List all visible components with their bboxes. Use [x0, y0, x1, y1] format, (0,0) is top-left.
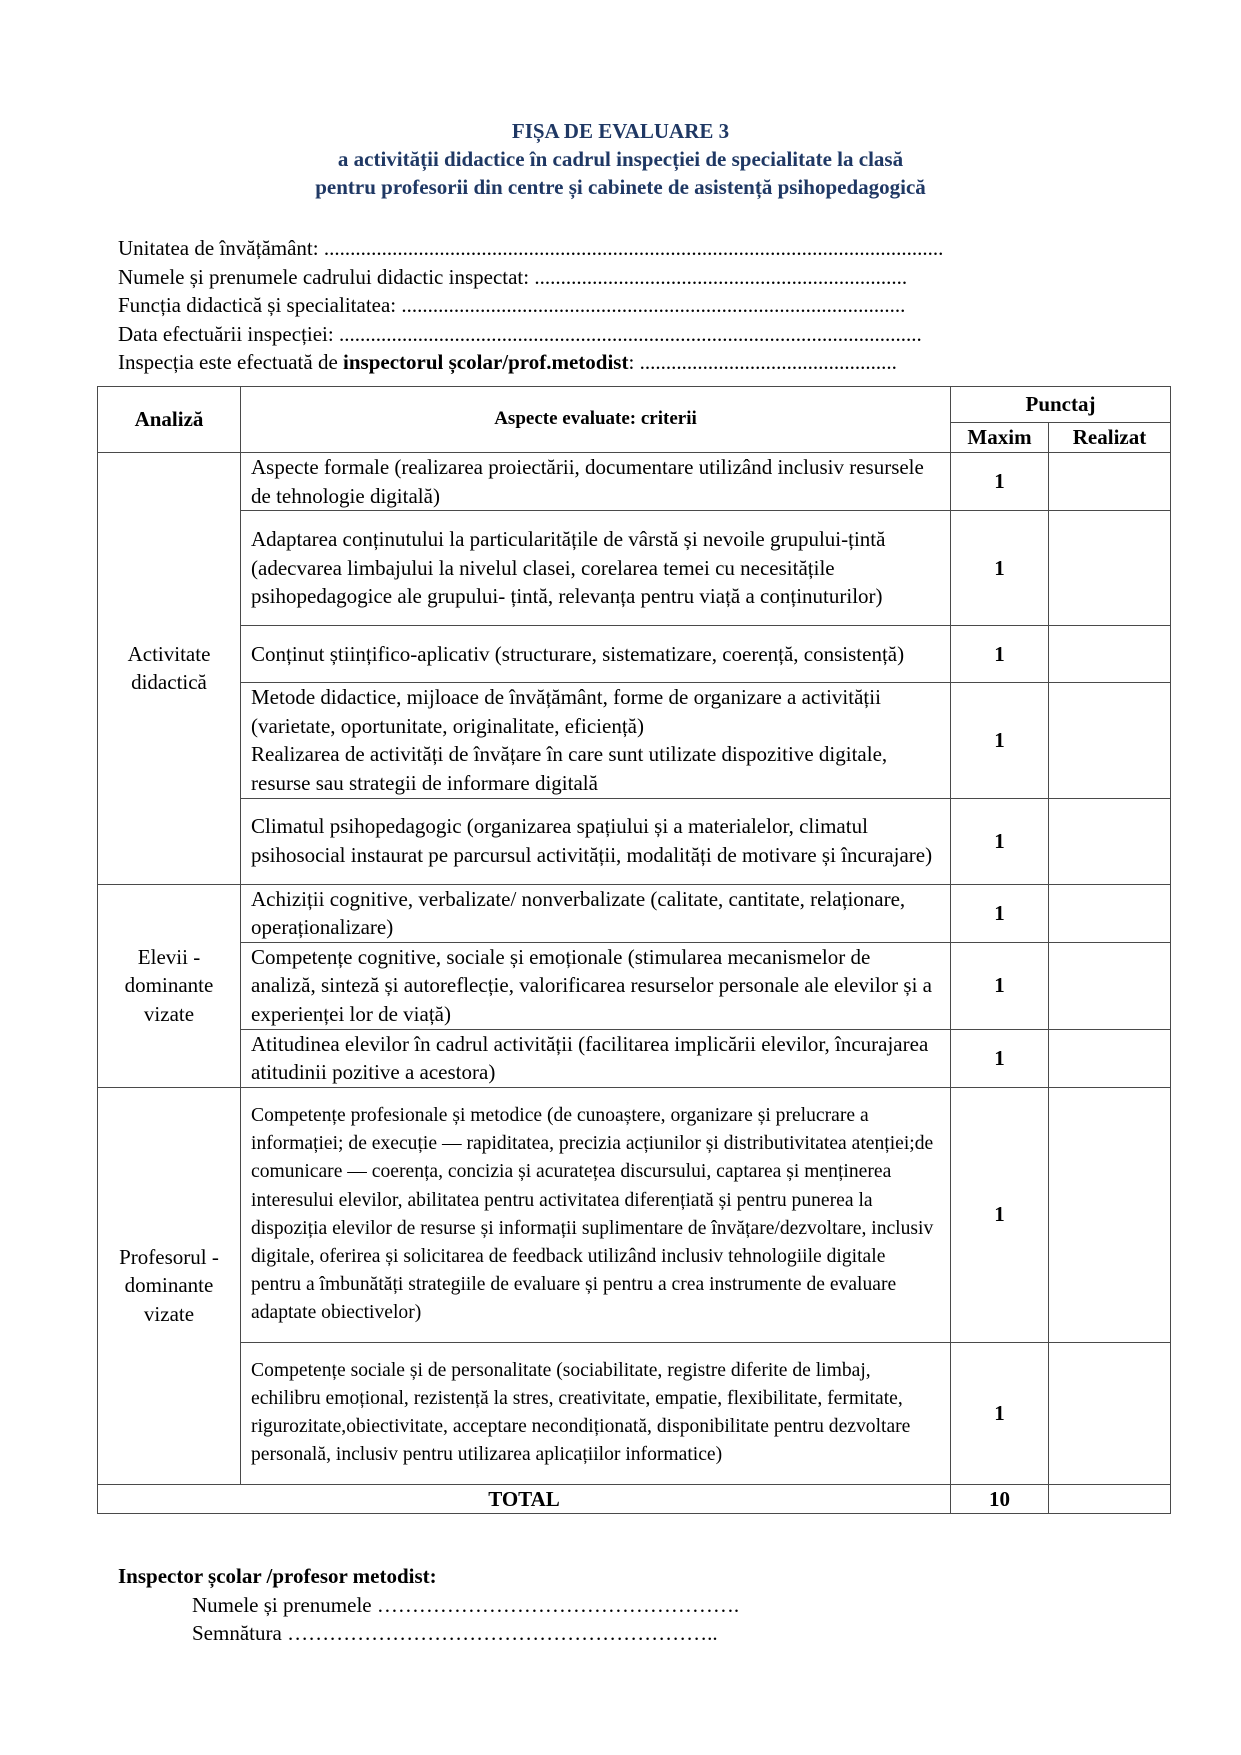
field-functia[interactable]: [118, 291, 1068, 320]
achieved-score-input[interactable]: [1049, 683, 1171, 798]
table-row: [98, 1029, 1171, 1087]
evaluation-table: [97, 386, 1171, 1514]
field-blank[interactable]: .......................................................................: [534, 264, 908, 289]
table-row: [98, 1342, 1171, 1484]
field-label: Funcția didactică și specialitatea:: [118, 293, 402, 317]
criterion-text: Adaptarea conținutului la particularitățile de vârstă și nevoile grupului-țintă (adecvarea limbajului la nivelul clasei, corelarea temei cu necesitățile psihopedagogice ale grupului- țintă, relevanța pentru viață a conținuturilor): [241, 511, 951, 626]
group-label-elevii: Elevii - dominante vizate: [98, 884, 241, 1087]
field-label: Numele și prenumele cadrului didactic inspectat:: [118, 264, 535, 289]
criterion-text-part-1: Metode didactice, mijloace de învățământ, forme de organizare a activității (varietate, oportunitate, originalitate, eficiență): [251, 685, 881, 738]
total-max-score: 10: [951, 1484, 1049, 1514]
criterion-text: [241, 683, 951, 798]
total-achieved-score-input[interactable]: [1049, 1484, 1171, 1514]
max-score: 1: [951, 511, 1049, 626]
max-score: 1: [951, 942, 1049, 1029]
max-score: 1: [951, 683, 1049, 798]
table-row: [98, 683, 1171, 798]
document-title: FIȘA DE EVALUARE 3: [511, 119, 730, 143]
header-analiza: Analiză: [98, 387, 241, 453]
field-blank[interactable]: ……………………………………………………..: [287, 1621, 718, 1645]
signature-block: [118, 1562, 739, 1648]
max-score: 1: [951, 1029, 1049, 1087]
criterion-text: Competențe cognitive, sociale și emoționale (stimularea mecanismelor de analiză, sinteză și autoreflecție, valorificarea resurselor personale ale elevilor și a experienței lor de viață): [241, 942, 951, 1029]
table-row: [98, 511, 1171, 626]
header-maxim: Maxim: [951, 423, 1049, 453]
signature-name-field[interactable]: [118, 1591, 739, 1620]
criterion-text: Competențe profesionale și metodice (de cunoaștere, organizare și prelucrare a informației; de execuție — rapiditatea, precizia acțiunilor și distributivitatea atenției;de comunicare — coerența, concizia și acuratețea discursului, captarea și menținerea interesului elevilor, abilitatea pentru activitatea diferențiată și pentru punerea la dispoziția elevilor de resurse și informații suplimentare de învățare/dezvoltare, inclusiv digitale, oferirea și solicitarea de feedback utilizând inclusiv tehnologiile digitale pentru a îmbunătăți strategiile de evaluare și pentru a crea instrumente de evaluare adaptate obiectivelor): [241, 1087, 951, 1342]
total-row: [98, 1484, 1171, 1514]
group-label-profesorul: Profesorul - dominante vizate: [98, 1087, 241, 1484]
table-row: [98, 453, 1171, 511]
achieved-score-input[interactable]: [1049, 626, 1171, 683]
field-unitatea[interactable]: [118, 234, 1068, 263]
field-label-bold: inspectorul școlar/prof.metodist: [343, 350, 629, 374]
achieved-score-input[interactable]: [1049, 453, 1171, 511]
document-title-block: [0, 117, 1241, 201]
max-score: 1: [951, 453, 1049, 511]
criterion-text-part-2: Realizarea de activități de învățare în care sunt utilizate dispozitive digitale, resurse sau strategii de informare digitală: [251, 742, 888, 795]
table-row: [98, 884, 1171, 942]
criterion-text: Achiziții cognitive, verbalizate/ nonverbalizate (calitate, cantitate, relaționare, operaționalizare): [241, 884, 951, 942]
max-score: 1: [951, 626, 1049, 683]
field-label: Data efectuării inspecției:: [118, 321, 339, 346]
header-punctaj: Punctaj: [951, 387, 1171, 423]
criterion-text: Competențe sociale și de personalitate (sociabilitate, registre diferite de limbaj, echilibru emoțional, rezistență la stres, creativitate, empatie, flexibilitate, fermitate, rigurozitate,obiectivitate, acceptare necondiționată, disponibilitate pentru dezvoltare personală, inclusiv pentru utilizarea aplicațiilor informatice): [241, 1342, 951, 1484]
signature-title: Inspector școlar /profesor metodist:: [118, 1564, 437, 1588]
header-aspecte-evaluate: Aspecte evaluate: criterii: [241, 387, 951, 453]
criterion-text: Atitudinea elevilor în cadrul activității (facilitarea implicării elevilor, încurajarea atitudinii pozitive a acestora): [241, 1029, 951, 1087]
achieved-score-input[interactable]: [1049, 942, 1171, 1029]
field-blank[interactable]: ................................................................................................: [401, 293, 906, 317]
field-label: Unitatea de învățământ:: [118, 236, 324, 260]
max-score: 1: [951, 884, 1049, 942]
max-score: 1: [951, 1342, 1049, 1484]
criterion-text: Aspecte formale (realizarea proiectării, documentare utilizând inclusiv resursele de tehnologie digitală): [241, 453, 951, 511]
achieved-score-input[interactable]: [1049, 1342, 1171, 1484]
field-data-inspectiei[interactable]: [118, 320, 1068, 349]
document-subtitle-1: a activității didactice în cadrul inspecției de specialitate la clasă: [337, 147, 904, 171]
criterion-text: Conținut științifico-aplicativ (structurare, sistematizare, coerență, consistență): [241, 626, 951, 683]
document-subtitle-2: pentru profesorii din centre și cabinete de asistență psihopedagogică: [315, 175, 926, 199]
field-label: Inspecția este efectuată de: [118, 350, 344, 374]
field-blank[interactable]: ...............................................................................................................: [338, 321, 922, 346]
field-inspectia-efectuata[interactable]: [118, 348, 1068, 377]
achieved-score-input[interactable]: [1049, 1087, 1171, 1342]
field-label: :: [628, 350, 640, 374]
field-label: Semnătura: [192, 1621, 288, 1645]
achieved-score-input[interactable]: [1049, 511, 1171, 626]
field-label: Numele și prenumele: [192, 1592, 377, 1617]
table-row: [98, 942, 1171, 1029]
max-score: 1: [951, 798, 1049, 884]
table-row: [98, 798, 1171, 884]
achieved-score-input[interactable]: [1049, 798, 1171, 884]
achieved-score-input[interactable]: [1049, 884, 1171, 942]
table-row: [98, 1087, 1171, 1342]
achieved-score-input[interactable]: [1049, 1029, 1171, 1087]
field-numele-cadrului[interactable]: [118, 263, 1068, 292]
total-label: TOTAL: [98, 1484, 951, 1514]
signature-sign-field[interactable]: [118, 1619, 739, 1648]
header-realizat: Realizat: [1049, 423, 1171, 453]
field-blank[interactable]: ......................................................................................................................: [323, 236, 944, 260]
group-label-activitate-didactica: Activitate didactică: [98, 453, 241, 885]
max-score: 1: [951, 1087, 1049, 1342]
identification-fields: [118, 234, 1068, 377]
field-blank[interactable]: .................................................: [639, 350, 897, 374]
table-row: [98, 626, 1171, 683]
field-blank[interactable]: …………………………………………….: [376, 1592, 740, 1617]
criterion-text: Climatul psihopedagogic (organizarea spațiului și a materialelor, climatul psihosocial instaurat pe parcursul activității, modalități de motivare și încurajare): [241, 798, 951, 884]
